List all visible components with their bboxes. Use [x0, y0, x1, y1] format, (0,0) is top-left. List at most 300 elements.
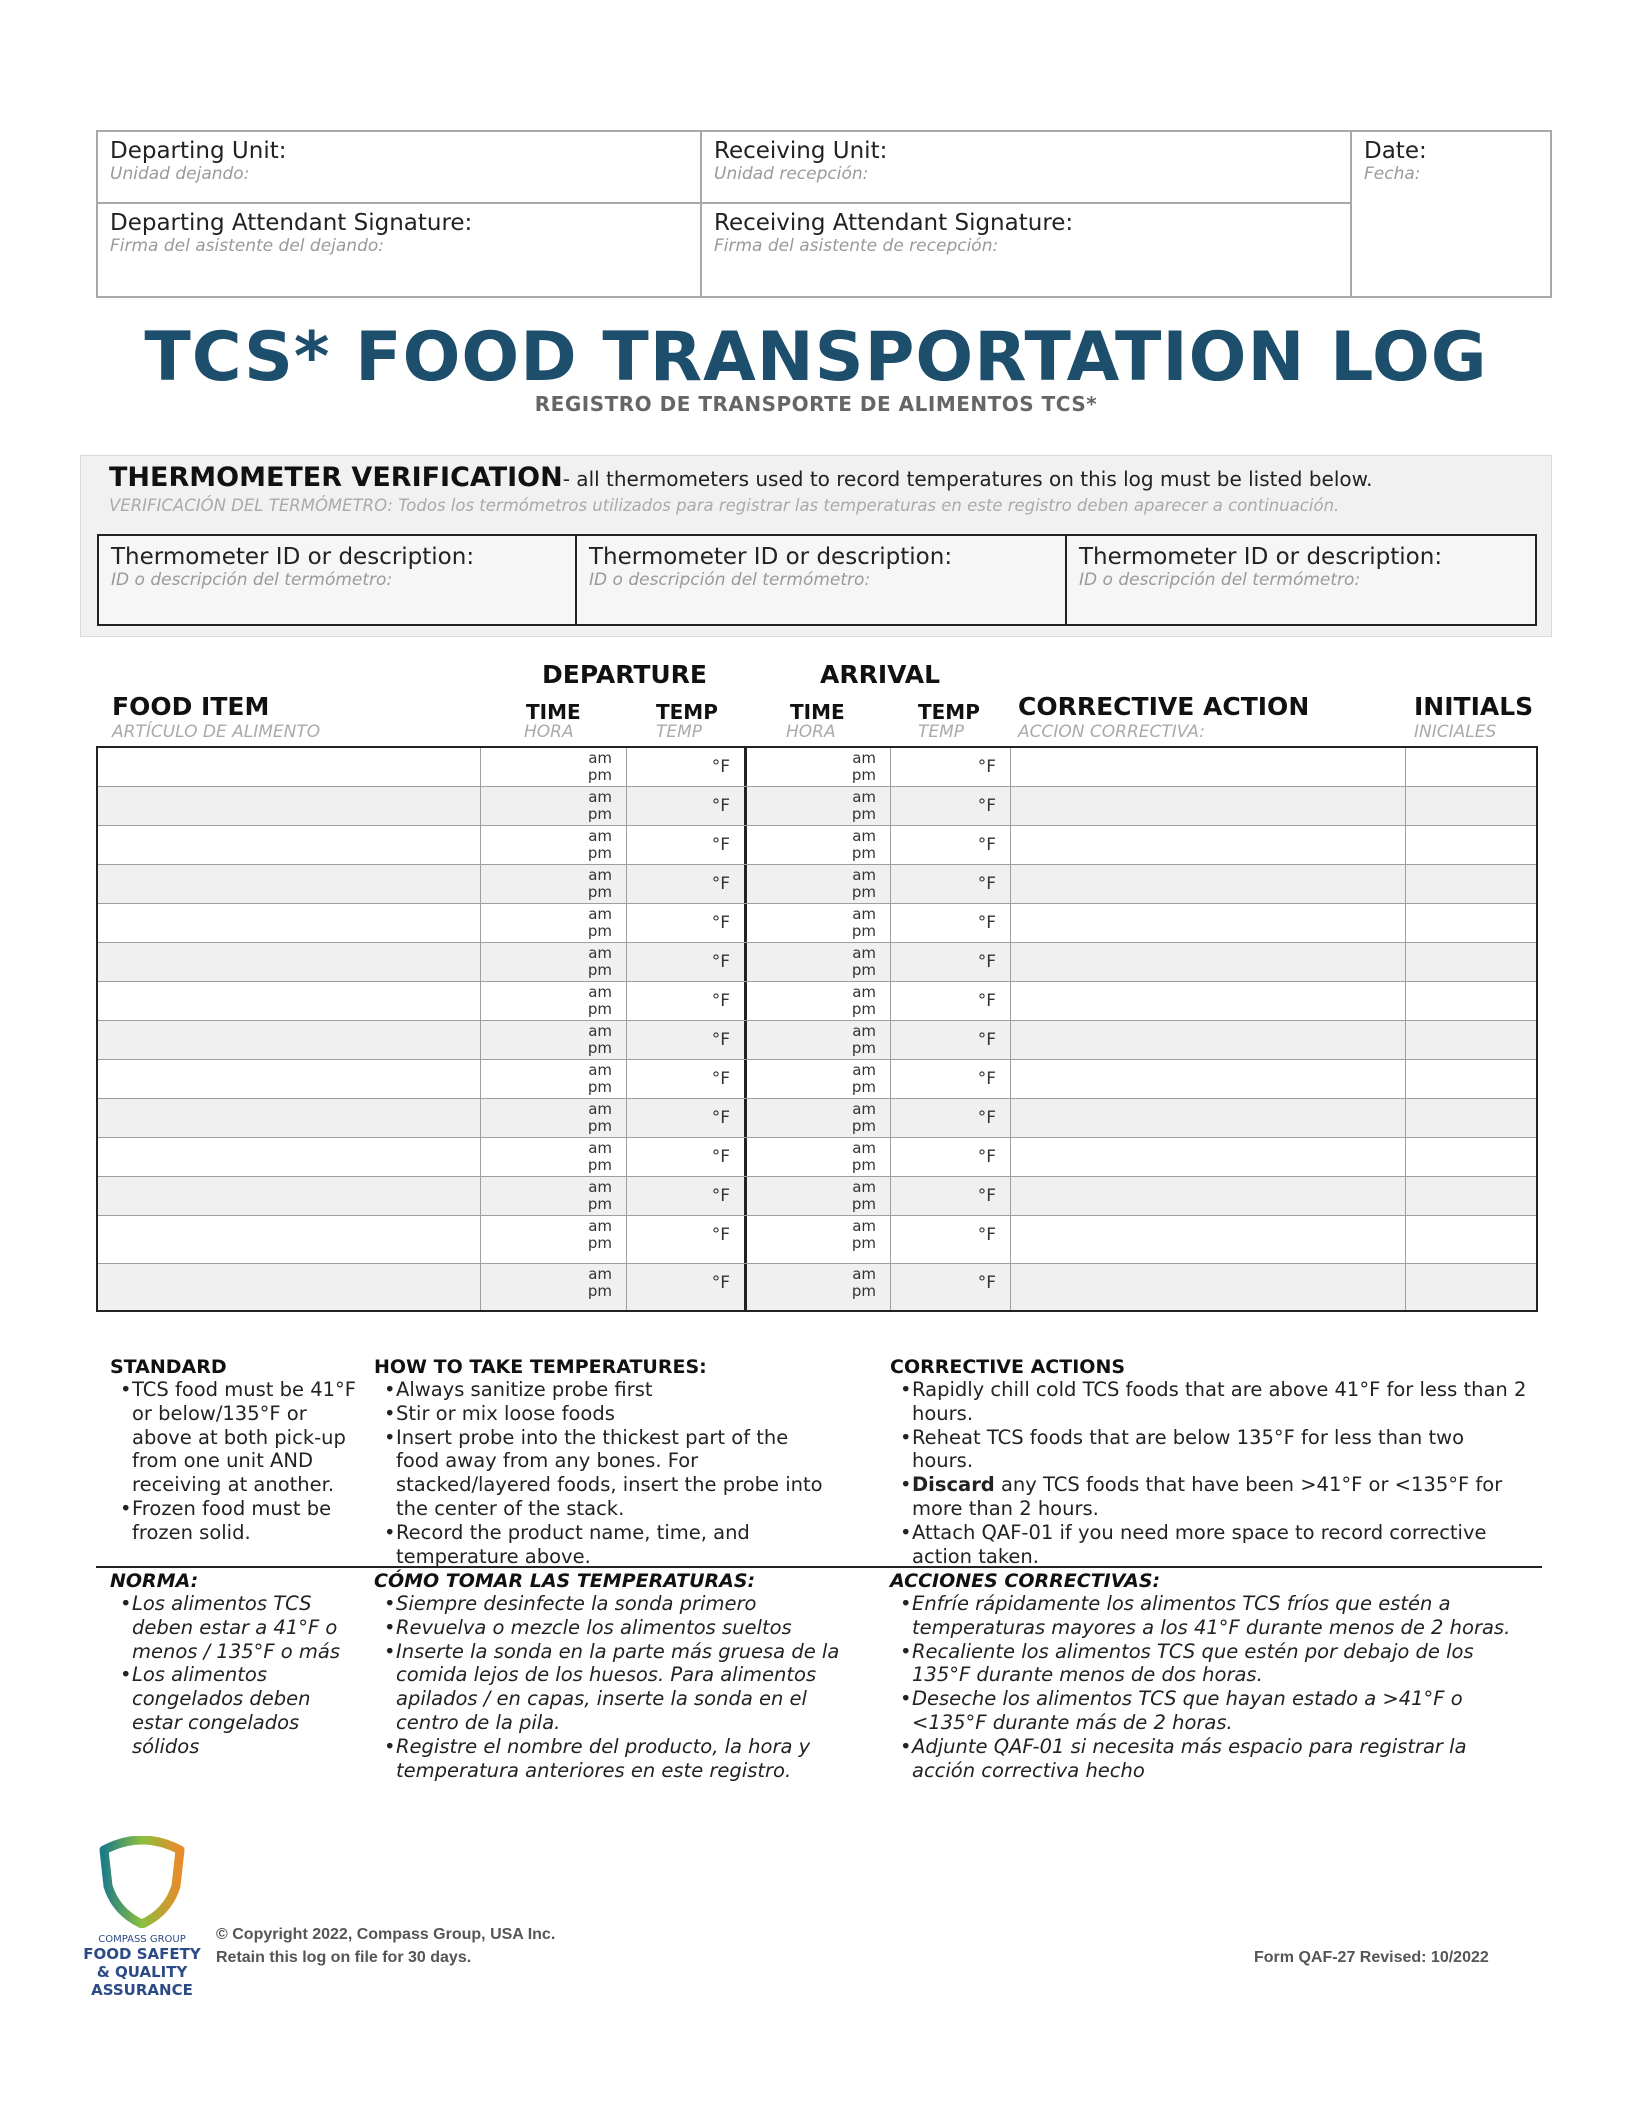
pm-label: pm — [587, 844, 612, 862]
arrival-temp-cell[interactable] — [891, 826, 1011, 864]
degrees-f-label: °F — [977, 1108, 996, 1128]
acciones-section — [890, 1570, 1530, 1782]
corrective-action-cell[interactable] — [1011, 904, 1406, 942]
degrees-f-label: °F — [977, 913, 996, 933]
degrees-f-label: °F — [977, 757, 996, 777]
corrective-action-heading: CORRECTIVE ACTION — [1018, 692, 1310, 721]
date-field[interactable] — [1352, 132, 1550, 296]
arrival-time-cell[interactable] — [747, 1216, 891, 1263]
am-pm-label — [852, 906, 876, 940]
am-label: am — [852, 749, 876, 767]
corrective-action-item: • Rapidly chill cold TCS foods that are above 41°F for less than 2 hours. — [890, 1378, 1530, 1426]
thermometer-id-field-1[interactable] — [99, 536, 577, 624]
departure-time-cell[interactable] — [481, 904, 627, 942]
arrival-temp-cell[interactable] — [891, 1099, 1011, 1137]
food-item-sub: ARTÍCULO DE ALIMENTO — [112, 722, 321, 742]
pm-label: pm — [587, 766, 612, 784]
arrival-temp-cell[interactable] — [891, 943, 1011, 981]
am-pm-label — [852, 1062, 876, 1096]
degrees-f-label: °F — [711, 1030, 730, 1050]
table-row — [98, 826, 1536, 865]
page-subtitle: REGISTRO DE TRANSPORTE DE ALIMENTOS TCS* — [534, 392, 1098, 416]
date-sub: Fecha: — [1364, 164, 1421, 184]
food-item-cell[interactable] — [98, 1264, 481, 1310]
departure-time-cell[interactable] — [481, 1021, 627, 1059]
am-label: am — [588, 1100, 612, 1118]
corrective-actions-list — [890, 1378, 1530, 1568]
thermometer-heading-rest: - all thermometers used to record temperatures on this log must be listed below. — [562, 467, 1373, 491]
receiving-unit-label: Receiving Unit: — [714, 138, 888, 164]
como-item: • Siempre desinfecte la sonda primero — [374, 1592, 844, 1616]
norma-item: • Los alimentos TCS deben estar a 41°F o menos / 135°F o más — [110, 1592, 350, 1663]
degrees-f-label: °F — [977, 874, 996, 894]
corrective-action-cell[interactable] — [1011, 943, 1406, 981]
food-item-cell[interactable] — [98, 748, 481, 786]
thermometer-id-sub: ID o descripción del termómetro: — [589, 570, 871, 590]
food-item-cell[interactable] — [98, 826, 481, 864]
departure-heading: DEPARTURE — [542, 660, 708, 689]
am-label: am — [588, 1139, 612, 1157]
degrees-f-label: °F — [711, 1225, 730, 1245]
departing-signature-label: Departing Attendant Signature: — [110, 210, 473, 236]
pm-label: pm — [851, 1195, 876, 1213]
how-to-item: • Always sanitize probe first — [374, 1378, 834, 1402]
departure-temp-cell[interactable] — [627, 904, 747, 942]
degrees-f-label: °F — [977, 1030, 996, 1050]
am-pm-label — [852, 1218, 876, 1252]
arrival-temp-cell[interactable] — [891, 1216, 1011, 1263]
arrival-temp-sub: TEMP — [918, 722, 965, 742]
food-item-cell[interactable] — [98, 1216, 481, 1263]
pm-label: pm — [851, 922, 876, 940]
how-to-item: • Stir or mix loose foods — [374, 1402, 834, 1426]
departure-time-cell[interactable] — [481, 1264, 627, 1310]
am-pm-label — [588, 1140, 612, 1174]
departure-temp-cell[interactable] — [627, 1264, 747, 1310]
food-item-cell[interactable] — [98, 982, 481, 1020]
arrival-time-cell[interactable] — [747, 748, 891, 786]
table-row — [98, 865, 1536, 904]
arrival-temp-heading: TEMP — [918, 700, 980, 724]
am-label: am — [588, 866, 612, 884]
corrective-action-cell[interactable] — [1011, 1216, 1406, 1263]
food-item-cell[interactable] — [98, 1138, 481, 1176]
how-to-item: • Insert probe into the thickest part of the food away from any bones. For stacked/layered foods, insert the probe into the center of the stack. — [374, 1426, 834, 1521]
degrees-f-label: °F — [711, 1273, 730, 1293]
degrees-f-label: °F — [977, 991, 996, 1011]
receiving-unit-sub: Unidad recepción: — [714, 164, 869, 184]
acciones-list — [890, 1592, 1530, 1782]
norma-list — [110, 1592, 350, 1759]
am-pm-label — [852, 828, 876, 862]
initials-cell[interactable] — [1406, 1264, 1536, 1310]
pm-label: pm — [851, 1117, 876, 1135]
thermometer-sub: VERIFICACIÓN DEL TERMÓMETRO: Todos los termómetros utilizados para registrar las temperaturas en este registro deben aparecer a continuación. — [109, 496, 1340, 515]
pm-label: pm — [851, 961, 876, 979]
am-pm-label — [852, 789, 876, 823]
norma-section — [110, 1570, 350, 1759]
corrective-action-cell[interactable] — [1011, 787, 1406, 825]
food-item-cell[interactable] — [98, 1099, 481, 1137]
corrective-action-cell[interactable] — [1011, 865, 1406, 903]
thermometer-heading: THERMOMETER VERIFICATION — [109, 462, 563, 493]
initials-cell[interactable] — [1406, 826, 1536, 864]
am-label: am — [588, 827, 612, 845]
pm-label: pm — [851, 1234, 876, 1252]
degrees-f-label: °F — [977, 1273, 996, 1293]
table-row — [98, 748, 1536, 787]
arrival-temp-cell[interactable] — [891, 1138, 1011, 1176]
compass-logo — [82, 1836, 202, 1999]
departure-temp-cell[interactable] — [627, 1099, 747, 1137]
am-label: am — [852, 1217, 876, 1235]
como-list — [374, 1592, 844, 1782]
am-pm-label — [588, 984, 612, 1018]
departure-temp-heading: TEMP — [656, 700, 718, 724]
receiving-signature-field[interactable] — [702, 204, 1352, 296]
corrective-action-cell[interactable] — [1011, 1177, 1406, 1215]
pm-label: pm — [851, 844, 876, 862]
pm-label: pm — [587, 883, 612, 901]
departure-time-cell[interactable] — [481, 1177, 627, 1215]
am-pm-label — [852, 1140, 876, 1174]
corrective-action-item: • Attach QAF-01 if you need more space to record corrective action taken. — [890, 1521, 1530, 1569]
corrective-action-cell[interactable] — [1011, 1060, 1406, 1098]
arrival-time-cell[interactable] — [747, 982, 891, 1020]
degrees-f-label: °F — [711, 757, 730, 777]
pm-label: pm — [587, 922, 612, 940]
departure-temp-cell[interactable] — [627, 1138, 747, 1176]
am-pm-label — [852, 1179, 876, 1213]
pm-label: pm — [851, 883, 876, 901]
pm-label: pm — [587, 1234, 612, 1252]
discard-rest: any TCS foods that have been >41°F or <135°F for more than 2 hours. — [912, 1473, 1503, 1520]
table-row — [98, 904, 1536, 943]
am-pm-label — [852, 1023, 876, 1057]
como-section — [374, 1570, 844, 1782]
arrival-temp-cell[interactable] — [891, 787, 1011, 825]
arrival-time-heading: TIME — [790, 700, 845, 724]
am-pm-label — [588, 1218, 612, 1252]
am-pm-label — [852, 867, 876, 901]
thermometer-id-field-2[interactable] — [577, 536, 1067, 624]
am-label: am — [852, 905, 876, 923]
degrees-f-label: °F — [977, 1186, 996, 1206]
arrival-temp-cell[interactable] — [891, 982, 1011, 1020]
arrival-time-cell[interactable] — [747, 1138, 891, 1176]
receiving-signature-sub: Firma del asistente de recepción: — [714, 236, 999, 256]
departure-time-cell[interactable] — [481, 865, 627, 903]
arrival-time-cell[interactable] — [747, 826, 891, 864]
table-row — [98, 1177, 1536, 1216]
am-label: am — [588, 1022, 612, 1040]
am-label: am — [852, 1178, 876, 1196]
logo-line-3: & QUALITY — [96, 1963, 188, 1981]
corrective-action-item: • Reheat TCS foods that are below 135°F for less than two hours. — [890, 1426, 1530, 1474]
degrees-f-label: °F — [711, 1147, 730, 1167]
form-revision-text: Form QAF-27 Revised: 10/2022 — [1254, 1949, 1489, 1966]
arrival-temp-cell[interactable] — [891, 904, 1011, 942]
initials-cell[interactable] — [1406, 982, 1536, 1020]
arrival-time-cell[interactable] — [747, 904, 891, 942]
corrective-action-item — [890, 1473, 1530, 1521]
degrees-f-label: °F — [977, 1147, 996, 1167]
pm-label: pm — [851, 1039, 876, 1057]
initials-cell[interactable] — [1406, 1060, 1536, 1098]
departure-temp-cell[interactable] — [627, 1021, 747, 1059]
initials-cell[interactable] — [1406, 1099, 1536, 1137]
degrees-f-label: °F — [711, 952, 730, 972]
how-to-heading: HOW TO TAKE TEMPERATURES: — [374, 1356, 707, 1378]
arrival-time-cell[interactable] — [747, 865, 891, 903]
pm-label: pm — [587, 1078, 612, 1096]
departure-time-cell[interactable] — [481, 748, 627, 786]
table-row — [98, 1099, 1536, 1138]
am-label: am — [588, 905, 612, 923]
pm-label: pm — [587, 1195, 612, 1213]
initials-cell[interactable] — [1406, 1177, 1536, 1215]
standard-item: • TCS food must be 41°F or below/135°F or above at both pick-up from one unit AND receiving at another. — [110, 1378, 360, 1497]
initials-cell[interactable] — [1406, 865, 1536, 903]
table-row — [98, 982, 1536, 1021]
corrective-action-cell[interactable] — [1011, 826, 1406, 864]
table-row — [98, 1216, 1536, 1264]
degrees-f-label: °F — [711, 1186, 730, 1206]
standard-section — [110, 1356, 360, 1545]
am-label: am — [588, 1265, 612, 1283]
como-item: • Revuelva o mezcle los alimentos sueltos — [374, 1616, 844, 1640]
food-item-cell[interactable] — [98, 1060, 481, 1098]
food-item-cell[interactable] — [98, 1177, 481, 1215]
degrees-f-label: °F — [711, 991, 730, 1011]
initials-sub: INICIALES — [1414, 722, 1497, 742]
departure-temp-cell[interactable] — [627, 1060, 747, 1098]
corrective-actions-section — [890, 1356, 1530, 1568]
date-label: Date: — [1364, 138, 1427, 164]
am-pm-label — [588, 750, 612, 784]
departure-temp-cell[interactable] — [627, 1216, 747, 1263]
arrival-time-cell[interactable] — [747, 1060, 891, 1098]
receiving-signature-label: Receiving Attendant Signature: — [714, 210, 1074, 236]
initials-cell[interactable] — [1406, 943, 1536, 981]
pm-label: pm — [587, 1117, 612, 1135]
pm-label: pm — [587, 1000, 612, 1018]
am-pm-label — [588, 828, 612, 862]
food-item-heading: FOOD ITEM — [112, 692, 270, 721]
departing-unit-sub: Unidad dejando: — [110, 164, 250, 184]
transport-log-table — [96, 746, 1538, 1312]
corrective-action-cell[interactable] — [1011, 748, 1406, 786]
departing-unit-label: Departing Unit: — [110, 138, 287, 164]
corrective-action-cell[interactable] — [1011, 1138, 1406, 1176]
arrival-temp-cell[interactable] — [891, 1177, 1011, 1215]
departure-time-cell[interactable] — [481, 787, 627, 825]
degrees-f-label: °F — [711, 1069, 730, 1089]
am-pm-label — [588, 1062, 612, 1096]
arrival-heading: ARRIVAL — [820, 660, 941, 689]
am-label: am — [588, 749, 612, 767]
departure-time-cell[interactable] — [481, 1060, 627, 1098]
departure-time-cell[interactable] — [481, 1216, 627, 1263]
am-pm-label — [588, 1266, 612, 1300]
norma-item: • Los alimentos congelados deben estar congelados sólidos — [110, 1663, 350, 1758]
arrival-temp-cell[interactable] — [891, 1021, 1011, 1059]
food-item-cell[interactable] — [98, 943, 481, 981]
departure-temp-cell[interactable] — [627, 787, 747, 825]
copyright-text: © Copyright 2022, Compass Group, USA Inc. — [216, 1926, 556, 1943]
am-pm-label — [588, 906, 612, 940]
degrees-f-label: °F — [977, 835, 996, 855]
departure-time-cell[interactable] — [481, 982, 627, 1020]
departure-time-sub: HORA — [524, 722, 574, 742]
arrival-time-cell[interactable] — [747, 787, 891, 825]
corrective-action-sub: ACCION CORRECTIVA: — [1018, 722, 1205, 742]
page-title: TCS* FOOD TRANSPORTATION LOG — [144, 318, 1488, 397]
thermometer-id-field-3[interactable] — [1067, 536, 1535, 624]
pm-label: pm — [587, 1156, 612, 1174]
thermometer-heading-line — [109, 462, 1373, 493]
header-box — [96, 130, 1552, 298]
departing-signature-field[interactable] — [98, 204, 702, 296]
arrival-temp-cell[interactable] — [891, 865, 1011, 903]
receiving-unit-field[interactable] — [702, 132, 1352, 204]
degrees-f-label: °F — [977, 796, 996, 816]
arrival-time-cell[interactable] — [747, 1177, 891, 1215]
thermometer-id-label: Thermometer ID or description: — [589, 544, 953, 570]
logo-line-2: FOOD SAFETY — [83, 1945, 201, 1963]
pm-label: pm — [851, 1282, 876, 1300]
arrival-temp-cell[interactable] — [891, 1060, 1011, 1098]
initials-cell[interactable] — [1406, 1138, 1536, 1176]
initials-cell[interactable] — [1406, 748, 1536, 786]
am-pm-label — [852, 945, 876, 979]
pm-label: pm — [851, 1078, 876, 1096]
acciones-item: • Recaliente los alimentos TCS que estén por debajo de los 135°F durante menos de dos horas. — [890, 1640, 1530, 1688]
initials-cell[interactable] — [1406, 904, 1536, 942]
table-row — [98, 787, 1536, 826]
departure-temp-cell[interactable] — [627, 748, 747, 786]
food-item-cell[interactable] — [98, 787, 481, 825]
acciones-heading: ACCIONES CORRECTIVAS: — [890, 1570, 1161, 1592]
arrival-time-cell[interactable] — [747, 1021, 891, 1059]
arrival-time-sub: HORA — [786, 722, 836, 742]
departure-time-cell[interactable] — [481, 1099, 627, 1137]
corrective-action-cell[interactable] — [1011, 982, 1406, 1020]
table-row — [98, 1264, 1536, 1310]
departure-time-cell[interactable] — [481, 1138, 627, 1176]
pm-label: pm — [851, 1000, 876, 1018]
thermometer-id-sub: ID o descripción del termómetro: — [1079, 570, 1361, 590]
initials-cell[interactable] — [1406, 787, 1536, 825]
como-heading: CÓMO TOMAR LAS TEMPERATURAS: — [374, 1570, 756, 1592]
thermometer-id-row — [97, 534, 1537, 626]
degrees-f-label: °F — [711, 1108, 730, 1128]
degrees-f-label: °F — [977, 952, 996, 972]
am-pm-label — [588, 1101, 612, 1135]
degrees-f-label: °F — [977, 1225, 996, 1245]
degrees-f-label: °F — [711, 835, 730, 855]
departure-temp-cell[interactable] — [627, 865, 747, 903]
am-label: am — [852, 1022, 876, 1040]
degrees-f-label: °F — [711, 874, 730, 894]
am-label: am — [852, 827, 876, 845]
arrival-temp-cell[interactable] — [891, 1264, 1011, 1310]
corrective-action-cell[interactable] — [1011, 1264, 1406, 1310]
am-label: am — [588, 1217, 612, 1235]
am-label: am — [588, 944, 612, 962]
corrective-actions-heading: CORRECTIVE ACTIONS — [890, 1356, 1126, 1378]
am-pm-label — [588, 789, 612, 823]
arrival-time-cell[interactable] — [747, 943, 891, 981]
retain-text: Retain this log on file for 30 days. — [216, 1949, 472, 1966]
departure-temp-cell[interactable] — [627, 943, 747, 981]
pm-label: pm — [587, 1282, 612, 1300]
logo-line-1: COMPASS GROUP — [98, 1934, 186, 1945]
am-pm-label — [852, 984, 876, 1018]
como-item: • Inserte la sonda en la parte más gruesa de la comida lejos de los huesos. Para alimentos apilados / en capas, inserte la sonda en el centro de la pila. — [374, 1640, 844, 1735]
thermometer-verification-section — [80, 455, 1552, 637]
am-label: am — [852, 1061, 876, 1079]
am-pm-label — [588, 945, 612, 979]
am-label: am — [852, 944, 876, 962]
corrective-action-cell[interactable] — [1011, 1021, 1406, 1059]
initials-cell[interactable] — [1406, 1021, 1536, 1059]
standard-item: • Frozen food must be frozen solid. — [110, 1497, 360, 1545]
norma-heading: NORMA: — [110, 1570, 199, 1592]
departing-signature-sub: Firma del asistente del dejando: — [110, 236, 384, 256]
am-label: am — [588, 983, 612, 1001]
pm-label: pm — [587, 961, 612, 979]
initials-cell[interactable] — [1406, 1216, 1536, 1263]
departure-temp-cell[interactable] — [627, 826, 747, 864]
food-item-cell[interactable] — [98, 904, 481, 942]
am-label: am — [852, 1265, 876, 1283]
arrival-time-cell[interactable] — [747, 1264, 891, 1310]
standard-list — [110, 1378, 360, 1545]
departure-time-cell[interactable] — [481, 826, 627, 864]
departure-temp-sub: TEMP — [656, 722, 703, 742]
como-item: • Registre el nombre del producto, la hora y temperatura anteriores en este registro. — [374, 1735, 844, 1783]
am-pm-label — [588, 1023, 612, 1057]
corrective-action-cell[interactable] — [1011, 1099, 1406, 1137]
thermometer-id-sub: ID o descripción del termómetro: — [111, 570, 393, 590]
pm-label: pm — [851, 805, 876, 823]
am-pm-label — [588, 1179, 612, 1213]
arrival-temp-cell[interactable] — [891, 748, 1011, 786]
how-to-section — [374, 1356, 834, 1568]
acciones-item: • Enfríe rápidamente los alimentos TCS fríos que estén a temperaturas mayores a los 41°F durante menos de 2 horas. — [890, 1592, 1530, 1640]
departure-temp-cell[interactable] — [627, 982, 747, 1020]
departure-temp-cell[interactable] — [627, 1177, 747, 1215]
pm-label: pm — [851, 1156, 876, 1174]
degrees-f-label: °F — [977, 1069, 996, 1089]
thermometer-id-label: Thermometer ID or description: — [1079, 544, 1443, 570]
am-label: am — [852, 983, 876, 1001]
departing-unit-field[interactable] — [98, 132, 702, 204]
departure-time-cell[interactable] — [481, 943, 627, 981]
pm-label: pm — [851, 766, 876, 784]
table-row — [98, 943, 1536, 982]
discard-bold: Discard — [912, 1473, 995, 1497]
logo-line-4: ASSURANCE — [91, 1981, 193, 1999]
thermometer-id-label: Thermometer ID or description: — [111, 544, 475, 570]
food-item-cell[interactable] — [98, 1021, 481, 1059]
degrees-f-label: °F — [711, 796, 730, 816]
acciones-item: • Deseche los alimentos TCS que hayan estado a >41°F o <135°F durante más de 2 horas. — [890, 1687, 1530, 1735]
arrival-time-cell[interactable] — [747, 1099, 891, 1137]
am-label: am — [852, 1100, 876, 1118]
food-item-cell[interactable] — [98, 865, 481, 903]
